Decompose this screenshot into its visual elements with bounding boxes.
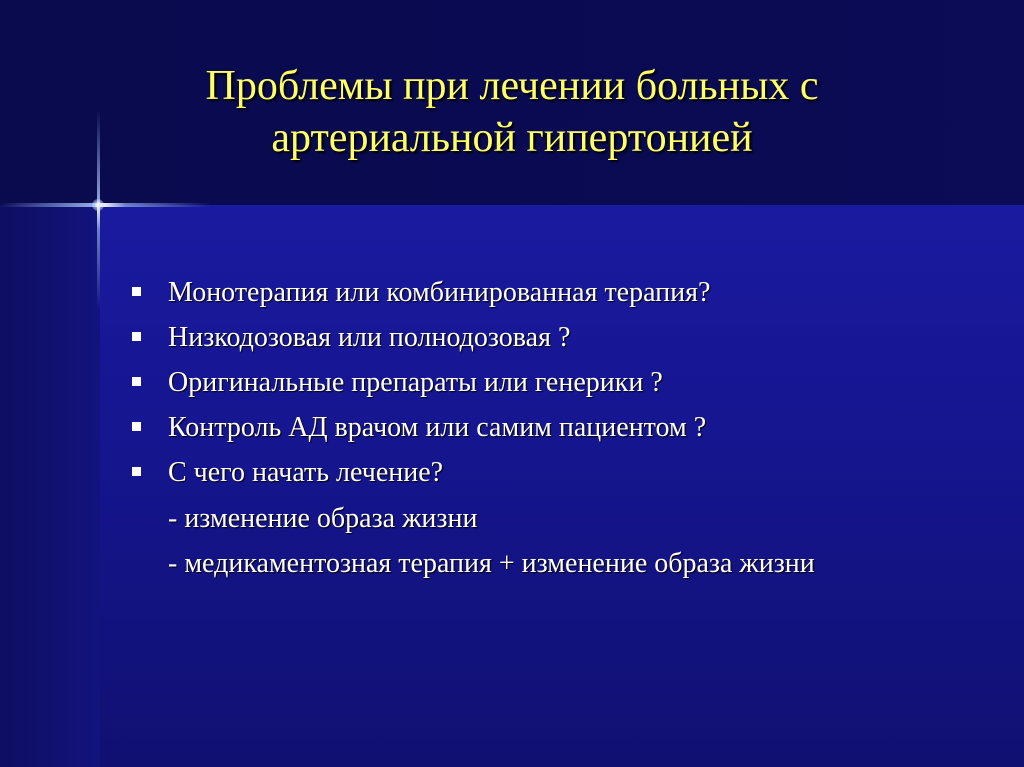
bullet-item bbox=[130, 270, 890, 315]
bullet-list bbox=[130, 270, 890, 495]
bullet-item bbox=[130, 450, 890, 495]
sub-item-drug-therapy: - медикаментозная терапия + изменение образа жизни bbox=[168, 548, 815, 579]
bullet-text: Низкодозовая или полнодозовая ? bbox=[168, 322, 571, 353]
bullet-text: Контроль АД врачом или самим пациентом ? bbox=[168, 412, 707, 443]
slide-title-line-2: артериальной гипертонией bbox=[271, 115, 753, 161]
bullet-item bbox=[130, 360, 890, 405]
square-bullet-icon bbox=[132, 422, 141, 431]
square-bullet-icon bbox=[132, 377, 141, 386]
slide-title bbox=[140, 60, 884, 164]
light-flare-horizontal bbox=[0, 203, 210, 207]
bullet-text: Оригинальные препараты или генерики ? bbox=[168, 367, 663, 398]
light-flare-icon bbox=[92, 199, 104, 211]
left-stripe bbox=[0, 205, 100, 767]
sub-item-lifestyle: - изменение образа жизни bbox=[168, 503, 478, 534]
square-bullet-icon bbox=[132, 287, 141, 296]
bullet-item bbox=[130, 315, 890, 360]
bullet-text: С чего начать лечение? bbox=[168, 457, 444, 488]
bullet-text: Монотерапия или комбинированная терапия? bbox=[168, 277, 711, 308]
square-bullet-icon bbox=[132, 467, 141, 476]
square-bullet-icon bbox=[132, 332, 141, 341]
bullet-item bbox=[130, 405, 890, 450]
slide-title-line-1: Проблемы при лечении больных с bbox=[205, 63, 819, 109]
